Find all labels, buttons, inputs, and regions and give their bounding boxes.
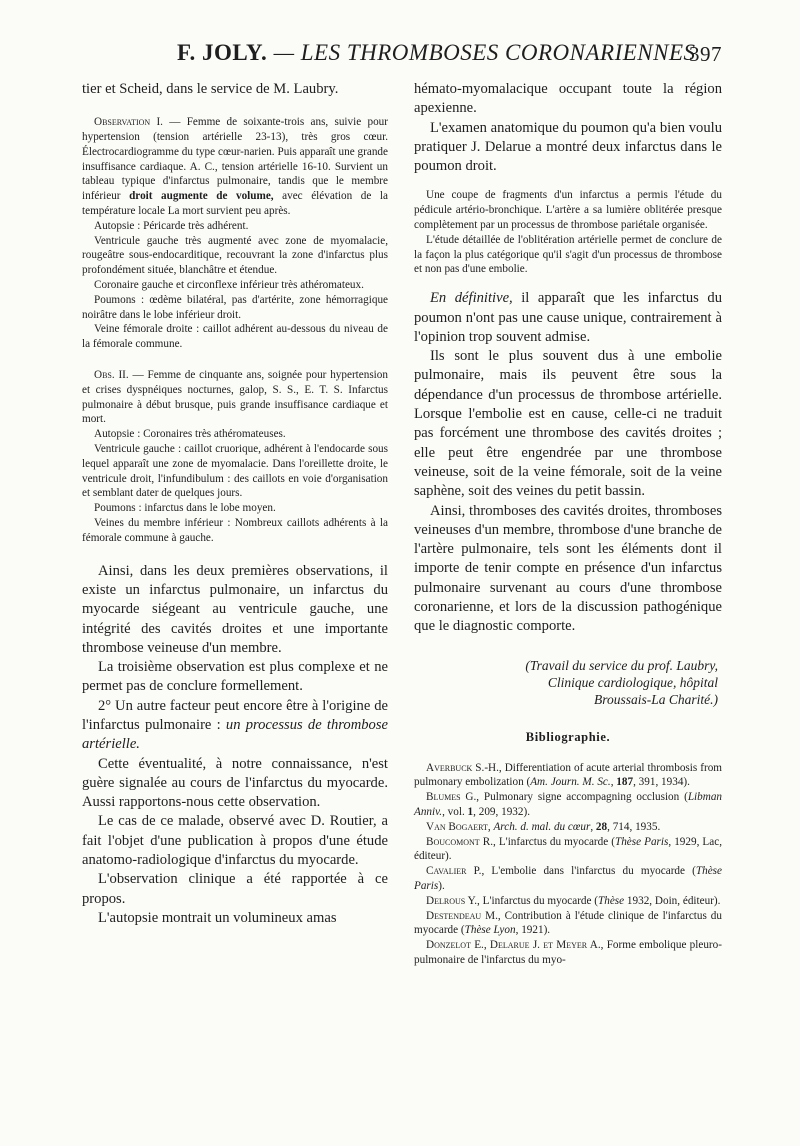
bibliography-heading: Bibliographie.	[525, 729, 611, 744]
observation-1: Observation I. — Femme de soixante-trois ans, suivie pour hypertension (tension artérielle 23-13), très gros cœur. Électrocardiogramme du type cœur-narien. Puis apparaît une grande insuffisance cardiaque. A. C., tension artérielle 16-10. Survient un tableau typique d'infarctus pulmonaire, tandis que le membre inférieur droit augmente de volume, avec élévation de la température locale La mort survient peu après.	[82, 116, 388, 218]
observation-line: Ventricule gauche : caillot cruorique, adhérent à l'endocarde sous lequel apparaît une zone de myomalacie. Dans l'oreillette droite, le ventricule droit, l'infundibulum : des caillots en voie d'organisation et semblant dater de quelques jours.	[82, 443, 388, 500]
bibliography-entry: Donzelot E., Delarue J. et Meyer A., Forme embolique pleuro-pulmonaire de l'infarctus du myo-	[414, 939, 722, 966]
bibliography-entry: Van Bogaert, Arch. d. mal. du cœur, 28, 714, 1935.	[426, 820, 661, 833]
observation-line: Veine fémorale droite : caillot adhérent au-dessous du niveau de la fémorale commune.	[82, 323, 388, 351]
bibliography-entry: Delrous Y., L'infarctus du myocarde (Thèse 1932, Doin, éditeur).	[426, 894, 721, 907]
paragraph: Le cas de ce malade, observé avec D. Routier, a fait l'objet d'une publication à propos d'une étude anatomo-radiologique d'infarctus du myocarde.	[82, 813, 388, 869]
header-title	[177, 40, 696, 66]
header-article-title: — LES THROMBOSES CORONARIENNES	[273, 40, 696, 65]
paragraph: Cette éventualité, à notre connaissance, n'est guère signalée au cours de l'infarctus du myocarde. Aussi rapportons-nous cette observation.	[82, 755, 388, 811]
observation-2: Obs. II. — Femme de cinquante ans, soignée pour hypertension et crises dyspnéiques nocturnes, galop, S. S., E. T. S. Infarctus pulmonaire à début brusque, puis grande insuffisance cardiaque et mort.	[82, 369, 388, 426]
paragraph: Ils sont le plus souvent dus à une embolie pulmonaire, mais ils peuvent être sous la dépendance d'un processus de thrombose artérielle. Lorsque l'embolie est en cause, celle-ci ne traduit pas forcément une thrombose des cavités droites ; elle peut être engendrée par une thrombose veineuse, soit de la veine fémorale, soit de la veine saphène, soit des veines du petit bassin.	[414, 348, 722, 500]
observation-label: Observation I.	[94, 116, 163, 129]
right-column	[414, 80, 722, 968]
small-paragraph: L'étude détaillée de l'oblitération artérielle permet de conclure de la façon la plus catégorique qu'il s'agit d'un processus de thrombose et non pas d'une embolie.	[414, 233, 722, 276]
paragraph: hémato-myomalacique occupant toute la région apexienne.	[414, 81, 722, 117]
observation-label: Obs. II.	[94, 369, 129, 382]
paragraph: L'examen anatomique du poumon qu'a bien voulu pratiquer J. Delarue a montré deux infarctus dans le poumon droit.	[414, 119, 722, 175]
bibliography-entry: Blumes G., Pulmonary signe accompagning occlusion (Libman Anniv., vol. 1, 209, 1932).	[414, 791, 723, 818]
bibliography-list	[414, 761, 722, 968]
paragraph: Ainsi, thromboses des cavités droites, thromboses veineuses d'un membre, thrombose d'une branche de l'artère pulmonaire, tels sont les éléments dont il importe de tenir compte en présence d'un infarctus pulmonaire survenant au cours d'une thrombose coronarienne, et lors de la discussion pathogénique que le diagnostic comporte.	[414, 502, 722, 635]
running-header	[82, 40, 722, 74]
small-paragraph: Une coupe de fragments d'un infarctus a permis l'étude du pédicule artério-bronchique. L'artère a sa lumière oblitérée presque complètement par un processus de thrombose pariétale organisée.	[414, 189, 722, 232]
observation-line: Autopsie : Péricarde très adhérent.	[94, 219, 249, 232]
observation-line: Coronaire gauche et circonflexe inférieur très athéromateux.	[94, 279, 364, 292]
bibliography-entry: Averbuck S.-H., Differentiation of acute arterial thrombosis from pulmonary embolization (Am. Journ. M. Sc., 187, 391, 1934).	[414, 761, 722, 789]
paragraph: La troisième observation est plus complexe et ne permet pas de conclure formellement.	[82, 659, 388, 695]
bibliography-entry: Destendeau M., Contribution à l'étude clinique de l'infarctus du myocarde (Thèse Lyon, 1921).	[414, 909, 722, 937]
observation-line: Ventricule gauche très augmenté avec zone de myomalacie, rougeâtre sous-endocarditique, recouvrant la zone d'infarctus plus profondément située, blanchâtre et étendue.	[82, 234, 388, 277]
paragraph: L'autopsie montrait un volumineux amas	[98, 909, 337, 926]
observation-line: Autopsie : Coronaires très athéromateuses.	[94, 428, 286, 441]
header-author: F. JOLY.	[177, 40, 268, 65]
observation-line: Poumons : œdème bilatéral, pas d'artérite, zone hémorragique noirâtre dans le lobe inférieur droit.	[82, 293, 388, 321]
work-credit: (Travail du service du prof. Laubry, Clinique cardiologique, hôpital Broussais-La Charité.)	[525, 657, 718, 707]
observation-line: Poumons : infarctus dans le lobe moyen.	[94, 502, 276, 515]
paragraph: 2° Un autre facteur peut encore être à l'origine de l'infarctus pulmonaire : un processus de thrombose artérielle.	[82, 697, 388, 753]
observation-line: Veines du membre inférieur : Nombreux caillots adhérents à la fémorale commune à gauche.	[82, 517, 388, 544]
bibliography-entry: Boucomont R., L'infarctus du myocarde (Thèse Paris, 1929, Lac, éditeur).	[414, 835, 722, 863]
paragraph: L'observation clinique a été rapportée à ce propos.	[82, 871, 388, 907]
paragraph: En définitive, il apparaît que les infarctus du poumon n'ont pas une cause unique, contrairement à l'opinion trop souvent admise.	[414, 290, 722, 345]
page-number: 397	[689, 42, 722, 66]
left-column	[82, 80, 388, 928]
paragraph: tier et Scheid, dans le service de M. Laubry.	[82, 81, 339, 97]
paragraph: Ainsi, dans les deux premières observations, il existe un infarctus pulmonaire, un infarctus du myocarde siégeant au ventricule gauche, une intégrité des cavités droites et une importante thrombose veineuse d'un membre.	[82, 562, 388, 656]
bibliography-entry: Cavalier P., L'embolie dans l'infarctus du myocarde (Thèse Paris).	[414, 865, 722, 892]
